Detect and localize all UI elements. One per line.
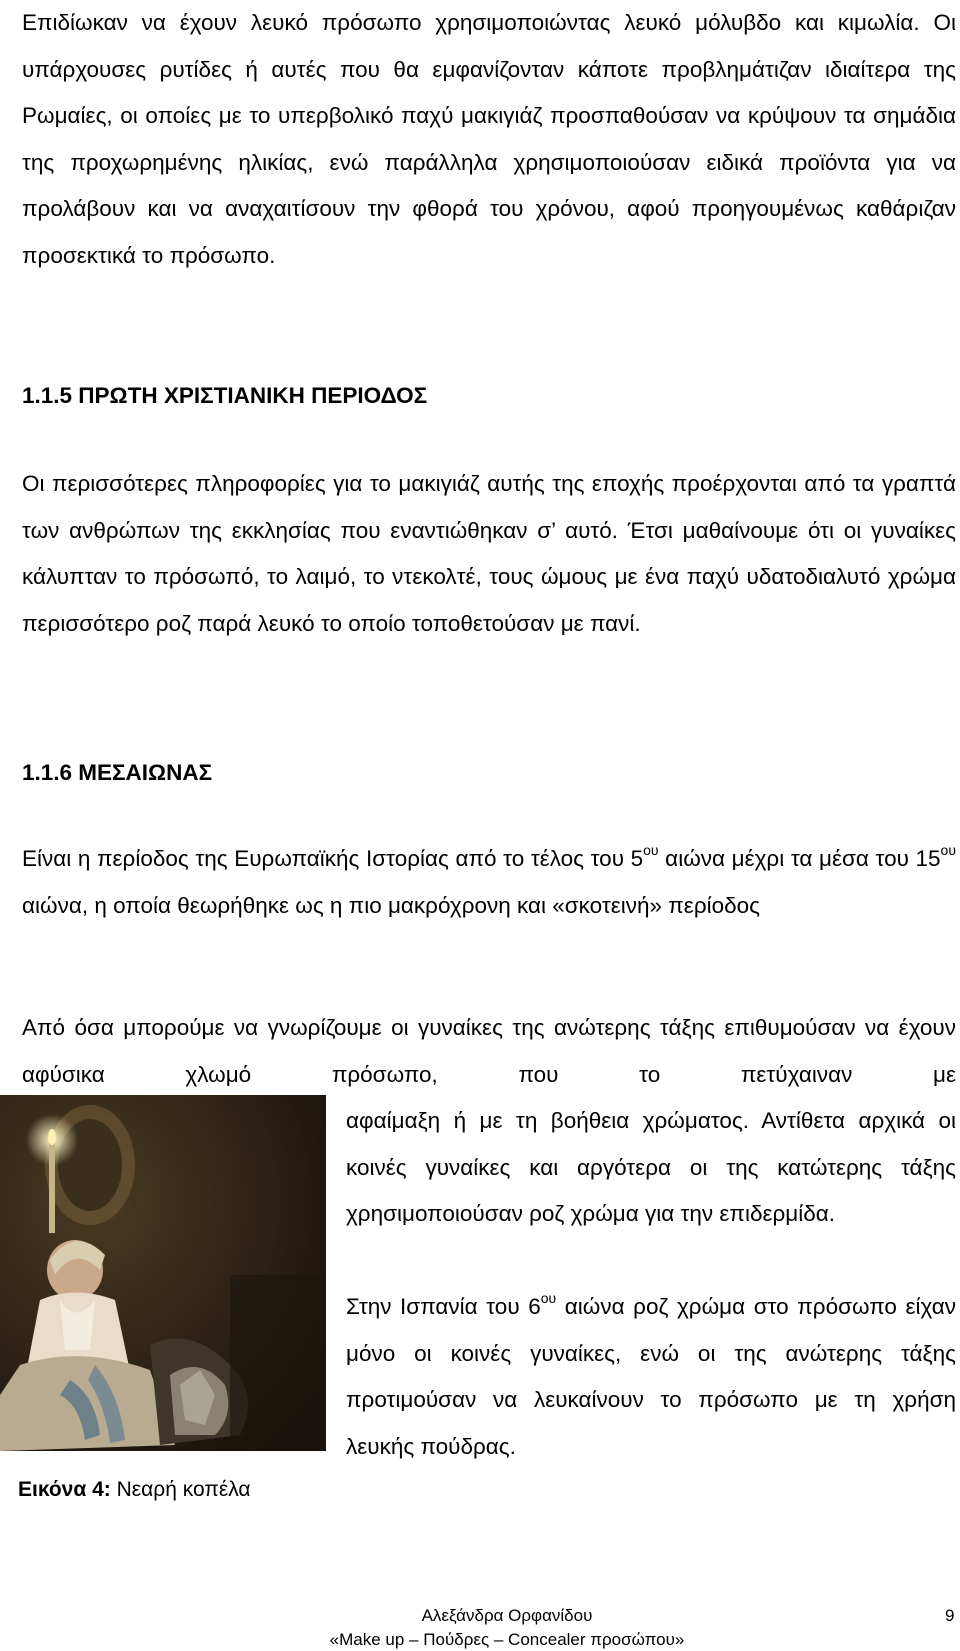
superscript: ου (940, 841, 956, 858)
superscript: ου (540, 1289, 557, 1306)
text-run: αιώνα, η οποία θεωρήθηκε ως η πιο μακρόχρονη και «σκοτεινή» περίοδος (22, 892, 761, 918)
footer-author: Αλεξάνδρα Ορφανίδου (421, 1606, 593, 1625)
text-run: αιώνα ροζ χρώμα στο πρόσωπο είχαν μόνο οι κοινές γυναίκες, ενώ οι της ανώτερης τάξης προτιμούσαν να λευκαίνουν το πρόσωπο με τη χρήση λευκής πούδρας. (346, 1294, 957, 1459)
text-run: Στην Ισπανία του 6 (346, 1294, 541, 1319)
figure-caption (18, 1478, 251, 1502)
text-run: Είναι η περίοδος της Ευρωπαϊκής Ιστορίας από το τέλος του 5 (22, 846, 644, 871)
page-number: 9 (945, 1606, 955, 1625)
footer-title: «Make up – Πούδρες – Concealer προσώπου» (329, 1630, 685, 1649)
intro-paragraph: Επιδίωκαν να έχουν λευκό πρόσωπο χρησιμοποιώντας λευκό μόλυβδο και κιμωλία. Οι υπάρχουσες ρυτίδες ή αυτές που θα εμφανίζονταν κάποτε προβλημάτιζαν ιδιαίτερα της Ρωμαίες, οι οποίες με το υπερβολικό παχύ μακιγιάζ προσπαθούσαν να κρύψουν τα σημάδια της προχωρημένης ηλικίας, ενώ παράλληλα χρησιμοποιούσαν ειδικά προϊόντα για να προλάβουν και να αναχαιτίσουν την φθορά του χρόνου, αφού προηγουμένως καθάριζαν προσεκτικά το πρόσωπο. (22, 10, 956, 268)
section-heading-1-1-6: 1.1.6 ΜΕΣΑΙΩΝΑΣ (22, 760, 213, 785)
section-1-1-6-paragraph-3 (346, 1284, 956, 1470)
caption-label: Εικόνα 4: (18, 1478, 111, 1501)
superscript: ου (643, 841, 659, 858)
painting-image (0, 1095, 326, 1451)
section-heading-1-1-5: 1.1.5 ΠΡΩΤΗ ΧΡΙΣΤΙΑΝΙΚΗ ΠΕΡΙΟΔΟΣ (22, 383, 428, 408)
section-1-1-6-paragraph-1 (22, 836, 956, 929)
caption-text: Νεαρή κοπέλα (110, 1478, 251, 1501)
section-1-1-5-paragraph: Οι περισσότερες πληροφορίες για το μακιγιάζ αυτής της εποχής προέρχονται από τα γραπτά των ανθρώπων της εκκλησίας που εναντιώθηκαν σ’ αυτό. Έτσι μαθαίνουμε ότι οι γυναίκες κάλυπταν το πρόσωπό, το λαιμό, το ντεκολτέ, τους ώμους με ένα παχύ υδατοδιαλυτό χρώμα περισσότερο ροζ παρά λευκό το οποίο τοποθετούσαν με πανί. (22, 471, 956, 636)
section-1-1-6-paragraph-2-wrapped: αφαίμαξη ή με τη βοήθεια χρώματος. Αντίθετα αρχικά οι κοινές γυναίκες και αργότερα οι της κατώτερης τάξης χρησιμοποιούσαν ροζ χρώμα για την επιδερμίδα. (346, 1108, 956, 1226)
section-1-1-6-paragraph-2-full-width: Από όσα μπορούμε να γνωρίζουμε οι γυναίκες της ανώτερης τάξης επιθυμούσαν να έχουν αφύσικα χλωμό πρόσωπο, που το πετύχαιναν με (22, 1015, 956, 1087)
figure-young-woman-painting (0, 1095, 326, 1451)
text-run: αιώνα μέχρι τα μέσα του 15 (658, 846, 941, 871)
